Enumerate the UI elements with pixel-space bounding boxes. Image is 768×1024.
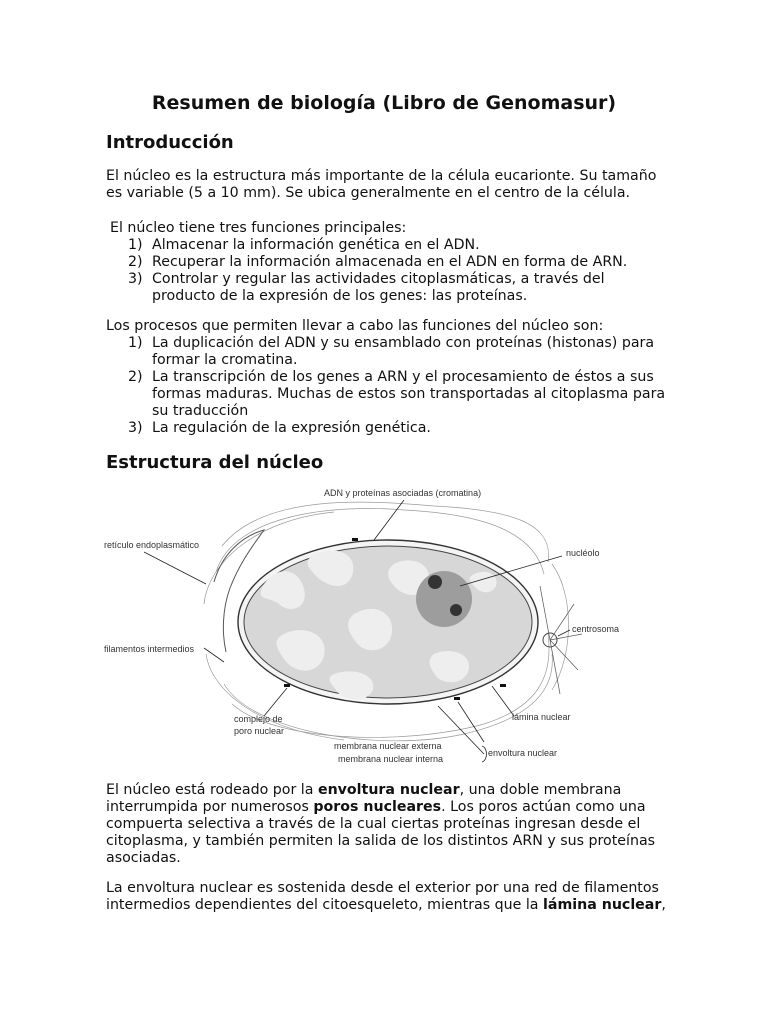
- term-lamina-nuclear: lámina nuclear: [543, 897, 662, 913]
- list-number: 1): [128, 237, 143, 253]
- text-run: , una doble membrana interrumpida por numerosos: [106, 782, 622, 815]
- functions-block: [106, 220, 666, 305]
- list-item: [106, 420, 666, 437]
- text-run: ,: [661, 897, 666, 913]
- functions-list: [106, 237, 666, 305]
- list-number: 2): [128, 369, 143, 385]
- nucleolus-core: [450, 604, 462, 616]
- list-text: Almacenar la información genética en el ADN.: [152, 237, 480, 253]
- list-text: La transcripción de los genes a ARN y el procesamiento de éstos a sus formas maduras. Muchas de estos son transportadas al citoplasma para su traducción: [152, 369, 666, 419]
- label-nucleolus: nucléolo: [566, 548, 600, 558]
- label-pore-1: complejo de: [234, 714, 283, 724]
- nucleolus-core: [428, 575, 442, 589]
- processes-list: [106, 335, 666, 437]
- envelope-paragraph: [106, 782, 666, 867]
- label-er: retículo endoplasmático: [104, 540, 200, 550]
- term-poros-nucleares: poros nucleares: [313, 799, 442, 815]
- list-text: La duplicación del ADN y su ensamblado con proteínas (histonas) para formar la cromatina.: [152, 335, 655, 368]
- list-item: [106, 335, 666, 369]
- list-item: [106, 237, 666, 254]
- list-text: La regulación de la expresión genética.: [152, 420, 431, 436]
- label-centrosome: centrosoma: [572, 624, 620, 634]
- label-chromatin: ADN y proteínas asociadas (cromatina): [324, 488, 482, 498]
- functions-lead: El núcleo tiene tres funciones principales:: [110, 220, 407, 236]
- intro-paragraph: El núcleo es la estructura más importante de la célula eucarionte. Su tamaño es variable (5 a 10 mm). Se ubica generalmente en el centro de la célula.: [106, 168, 657, 201]
- nucleus-diagram-svg: [104, 484, 630, 774]
- list-item: [106, 254, 666, 271]
- centrosome-rays: [540, 586, 582, 694]
- label-outer-membrane: membrana nuclear externa: [334, 741, 442, 751]
- list-text: Controlar y regular las actividades citoplasmáticas, a través del producto de la expresión de los genes: las proteínas.: [152, 271, 605, 304]
- nucleolus: [416, 571, 472, 627]
- label-envelope: envoltura nuclear: [488, 748, 558, 758]
- processes-block: [106, 318, 666, 437]
- document-title: Resumen de biología (Libro de Genomasur): [151, 92, 617, 114]
- label-pore-2: poro nuclear: [234, 726, 285, 736]
- intro-heading: Introducción: [106, 132, 234, 153]
- list-item: [106, 369, 666, 420]
- structure-heading: Estructura del núcleo: [106, 452, 324, 473]
- lamina-paragraph: [106, 880, 666, 914]
- term-envoltura-nuclear: envoltura nuclear: [317, 782, 460, 798]
- list-number: 1): [128, 335, 143, 351]
- label-inner-membrane: membrana nuclear interna: [338, 754, 444, 764]
- text-run: . Los poros actúan como una compuerta selectiva a través de la cual ciertas proteínas ingresan desde el citoplasma, y también permiten la salida de los distintos ARN y sus proteínas asociadas.: [106, 799, 656, 866]
- label-filaments: filamentos intermedios: [104, 644, 195, 654]
- list-item: [106, 271, 666, 305]
- label-lamina: lámina nuclear: [512, 712, 571, 722]
- nucleus-diagram: [104, 484, 630, 774]
- text-run: El núcleo está rodeado por la: [106, 782, 318, 798]
- text-run: La envoltura nuclear es sostenida desde el exterior por una red de filamentos intermedios dependientes del citoesqueleto, mientras que la: [106, 880, 659, 913]
- list-text: Recuperar la información almacenada en el ADN en forma de ARN.: [152, 254, 628, 270]
- list-number: 3): [128, 420, 143, 436]
- list-number: 2): [128, 254, 143, 270]
- list-number: 3): [128, 271, 143, 287]
- processes-lead: Los procesos que permiten llevar a cabo las funciones del núcleo son:: [106, 318, 604, 334]
